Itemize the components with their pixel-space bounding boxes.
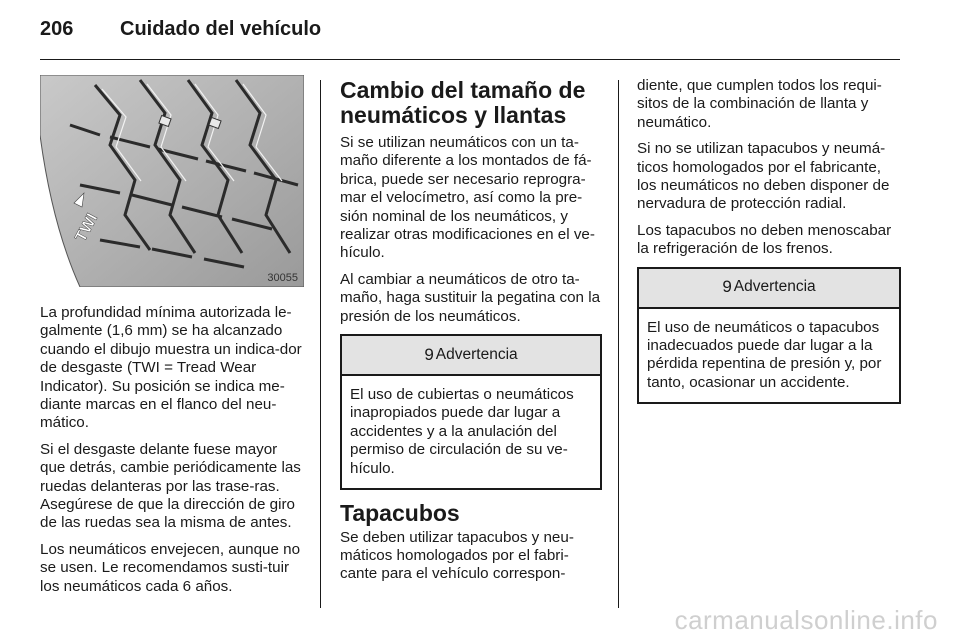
- page-title: Cuidado del vehículo: [120, 18, 322, 40]
- warning-header: [342, 336, 600, 376]
- warning-title: Advertencia: [435, 345, 518, 363]
- paragraph: La profundidad mínima autorizada le-galmente (1,6 mm) se ha alcanzado cuando el dibujo muestra un indica-dor de desgaste (TWI = Tread Wear Indicator). Su posición se indica me-diante marcas en el flanco del neu-mático.: [40, 304, 302, 432]
- column-divider: [320, 80, 321, 608]
- figure-id: 30055: [267, 272, 298, 284]
- column-3: [637, 77, 901, 418]
- twi-marking: TWI: [72, 211, 102, 245]
- page-header: [40, 18, 321, 41]
- warning-icon: 9: [424, 344, 434, 364]
- paragraph: Los tapacubos no deben menoscabar la refrigeración de los frenos.: [637, 221, 892, 258]
- tire-tread-illustration: [40, 75, 304, 287]
- paragraph: Los neumáticos envejecen, aunque no se usen. Le recomendamos susti-tuir los neumáticos cada 6 años.: [40, 540, 301, 595]
- warning-text: El uso de cubiertas o neumáticos inapropiados puede dar lugar a accidentes y a la anulación del permiso de circulación de su ve-hículo.: [350, 386, 574, 477]
- section-heading: Tapacubos: [340, 500, 460, 527]
- warning-header: [639, 269, 899, 309]
- paragraph: diente, que cumplen todos los requi-sitos de la combinación de llanta y neumático.: [637, 77, 882, 131]
- paragraph: Al cambiar a neumáticos de otro ta-maño, haga sustituir la pegatina con la presión de los neumáticos.: [340, 270, 601, 325]
- warning-title: Advertencia: [733, 278, 816, 296]
- paragraph: Si el desgaste delante fuese mayor que detrás, cambie periódicamente las ruedas delanteras por las trase-ras. Asegúrese de que la dirección de giro de las ruedas sea la misma de antes.: [40, 440, 301, 532]
- watermark: carmanualsonline.info: [674, 605, 938, 635]
- paragraph: Si se utilizan neumáticos con un ta-maño diferente a los montados de fá-brica, puede ser necesario reprogra-mar el velocímetro, así como la pre-sión nominal de los neumáticos, y realizar otras modificaciones en el ve-hículo.: [340, 134, 595, 262]
- section-heading: Cambio del tamaño de neumáticos y llantas: [340, 77, 586, 128]
- warning-box: [340, 334, 602, 490]
- warning-text: El uso de neumáticos o tapacubos inadecuados puede dar lugar a la pérdida repentina de presión y, por tanto, ocasionar un accidente.: [647, 318, 882, 391]
- page-number: 206: [40, 18, 74, 40]
- paragraph: Si no se utilizan tapacubos y neumá-ticos homologados por el fabricante, los neumáticos no deben disponer de nervadura de protección radial.: [637, 140, 890, 213]
- column-2: [340, 78, 602, 592]
- warning-box: [637, 267, 901, 405]
- warning-icon: 9: [722, 277, 732, 297]
- column-1: [40, 304, 304, 604]
- header-rule: [40, 59, 900, 60]
- paragraph: Se deben utilizar tapacubos y neu-máticos homologados por el fabri-cante para el vehículo correspon-: [340, 528, 574, 583]
- column-divider: [618, 80, 619, 608]
